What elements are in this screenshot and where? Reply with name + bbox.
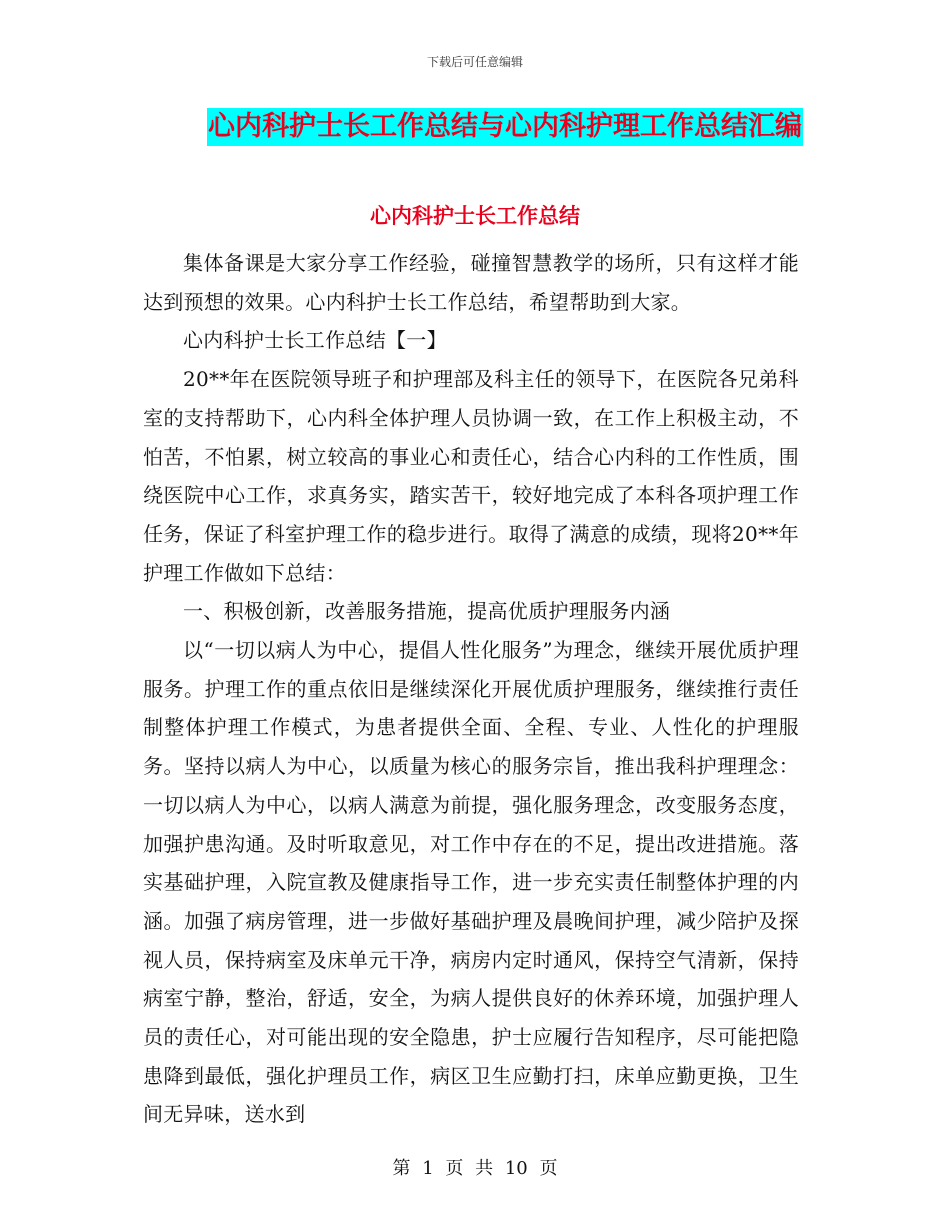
document-title: 心内科护士长工作总结与心内科护理工作总结汇编	[207, 108, 803, 146]
page-footer: 第 1 页 共 10 页	[392, 1158, 558, 1179]
subsection-heading: 心内科护士长工作总结【一】	[183, 328, 447, 353]
document-title-container	[207, 108, 803, 146]
document-body	[143, 244, 799, 1134]
point-heading-1: 一、积极创新，改善服务措施，提高优质护理服务内涵	[183, 599, 671, 624]
section-title: 心内科护士长工作总结	[370, 204, 580, 228]
summary-paragraph: 20**年在医院领导班子和护理部及科主任的领导下，在医院各兄弟科室的支持帮助下，心内科全体护理人员协调一致，在工作上积极主动，不怕苦，不怕累，树立较高的事业心和责任心，结合心内科的工作性质，围绕医院中心工作，求真务实，踏实苦干，较好地完成了本科各项护理工作任务，保证了科室护理工作的稳步进行。取得了满意的成绩，现将20**年护理工作做如下总结：	[143, 367, 799, 585]
intro-paragraph: 集体备课是大家分享工作经验，碰撞智慧教学的场所，只有这样才能达到预想的效果。心内科护士长工作总结，希望帮助到大家。	[143, 251, 799, 314]
page-header-note: 下载后可任意编辑	[426, 55, 523, 69]
service-paragraph: 以“一切以病人为中心，提倡人性化服务”为理念，继续开展优质护理服务。护理工作的重点依旧是继续深化开展优质护理服务，继续推行责任制整体护理工作模式，为患者提供全面、全程、专业、人性化的护理服务。坚持以病人为中心，以质量为核心的服务宗旨，推出我科护理理念：一切以病人为中心，以病人满意为前提，强化服务理念，改变服务态度，加强护患沟通。及时听取意见，对工作中存在的不足，提出改进措施。落实基础护理，入院宣教及健康指导工作，进一步充实责任制整体护理的内涵。加强了病房管理，进一步做好基础护理及晨晚间护理，减少陪护及探视人员，保持病室及床单元干净，病房内定时通风，保持空气清新，保持病室宁静，整治，舒适，安全，为病人提供良好的休养环境，加强护理人员的责任心，对可能出现的安全隐患，护士应履行告知程序，尽可能把隐患降到最低，强化护理员工作，病区卫生应勤打扫，床单应勤更换，卫生间无异味，送水到	[143, 638, 799, 1127]
